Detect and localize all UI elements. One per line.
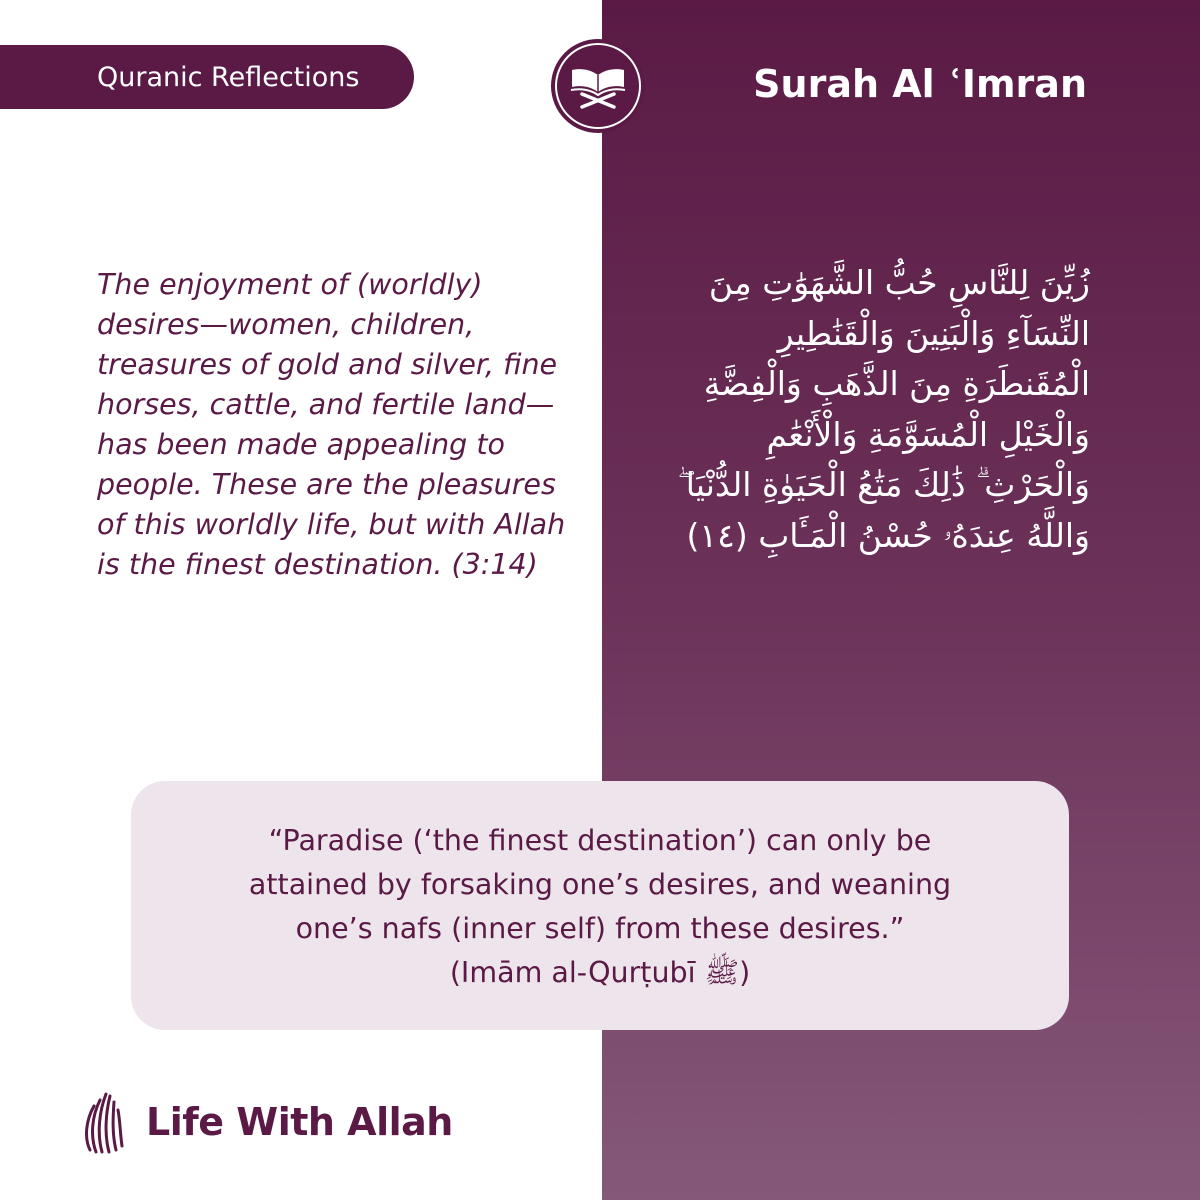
verse-translation: The enjoyment of (worldly) desires—women, children, treasures of gold and silver, fine horses, cattle, and fertile land—has been made appealing to people. These are the pleasures of this worldly life, but with Allah is the finest destination. (3:14) <box>97 268 566 581</box>
quote-line: one’s nafs (inner self) from these desires.” <box>295 912 905 945</box>
quote-attribution: (Imām al-Qurṭubī ﷺ) <box>449 956 751 989</box>
series-label-pill <box>0 45 414 109</box>
quote-line: attained by forsaking one’s desires, and weaning <box>248 868 952 901</box>
scholar-quote-box <box>131 781 1069 1030</box>
series-label: Quranic Reflections <box>97 61 360 93</box>
brand-name: Life With Allah <box>146 1100 453 1144</box>
arabic-line: الْمُقَنطَرَةِ مِنَ الذَّهَبِ وَالْفِضَّةِ <box>703 364 1090 403</box>
arabic-line: زُيِّنَ لِلنَّاسِ حُبُّ الشَّهَوَٰتِ مِنَ <box>708 263 1090 302</box>
arabic-line: وَالْخَيْلِ الْمُسَوَّمَةِ وَالْأَنْعَٰمِ <box>766 414 1090 454</box>
arabic-line: النِّسَآءِ وَالْبَنِينَ وَالْقَنَٰطِيرِ <box>777 313 1090 353</box>
arabic-verse <box>625 258 1090 561</box>
brand-flame-icon <box>82 1090 128 1154</box>
arabic-line: وَاللَّهُ عِندَهُۥ حُسْنُ الْمَـَٔابِ (١٤) <box>686 515 1090 555</box>
emblem-ring <box>555 43 641 129</box>
quote-line: “Paradise (‘the finest destination’) can only be <box>268 824 932 857</box>
emblem <box>551 39 645 133</box>
arabic-line: وَالْحَرْثِ ۗ ذَٰلِكَ مَتَٰعُ الْحَيَوٰةِ الدُّنْيَا ۖ <box>677 465 1090 504</box>
brand-logo <box>82 1090 453 1154</box>
surah-title: Surah Al ʿImran <box>753 62 1087 106</box>
